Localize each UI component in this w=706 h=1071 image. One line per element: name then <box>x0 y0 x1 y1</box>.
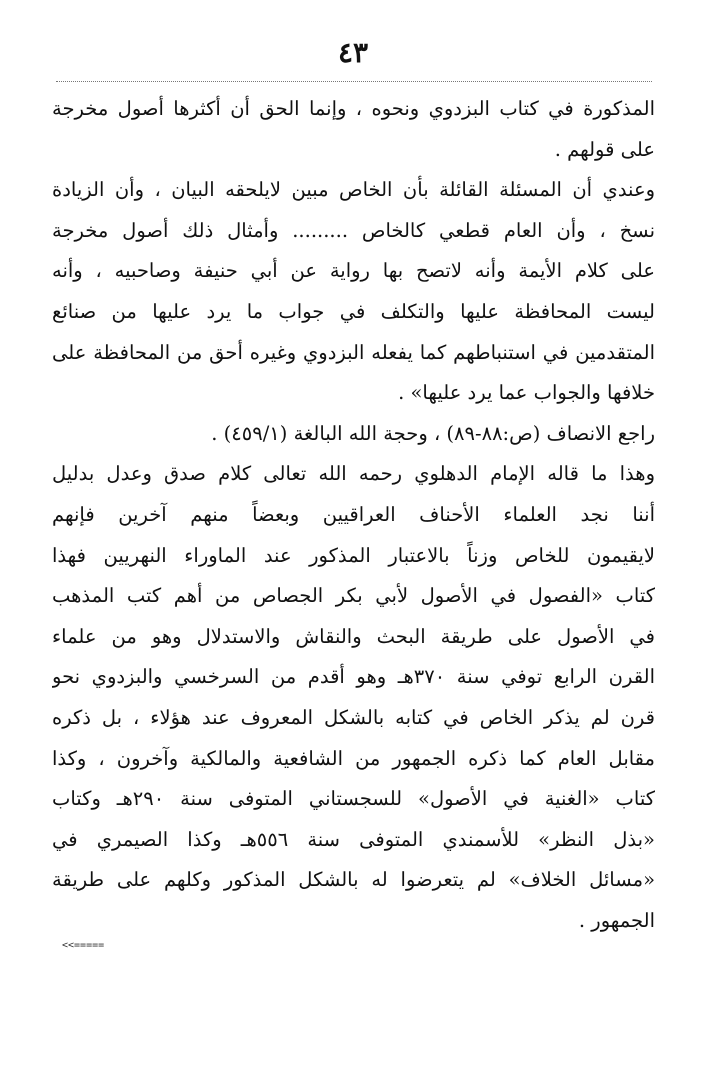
text-line: الجمهور . <box>578 908 655 932</box>
text-line: القرن الرابع توفي سنة ٣٧٠هـ وهو أقدم من السرخسي والبزدوي نحو <box>52 665 655 689</box>
text-line: وعندي أن المسئلة القائلة بأن الخاص مبين لايلحقه البيان ، وأن الزيادة <box>52 178 655 202</box>
text-line: المذكورة في كتاب البزدوي ونحوه ، وإنما الحق أن أكثرها أصول مخرجة <box>52 97 655 120</box>
text-line: نسخ ، وأن العام قطعي كالخاص ......... وأمثال ذلك أصول مخرجة <box>52 218 655 242</box>
text-line: أننا نجد العلماء الأحناف العراقيين وبعضاً منهم آخرين فإنهم <box>52 502 655 526</box>
text-line: على قولهم . <box>554 137 655 161</box>
text-line: كتاب «الفصول في الأصول لأبي بكر الجصاص من أهم كتب المذهب <box>52 584 655 608</box>
text-line: خلافها والجواب عما يرد عليها» . <box>398 381 655 405</box>
text-line: راجع الانصاف (ص:٨٨-٨٩) ، وحجة الله البالغة (٤٥٩/١) . <box>211 421 655 445</box>
text-line: «بذل النظر» للأسمندي المتوفى سنة ٥٥٦هـ وكذا الصيمري في <box>52 827 655 851</box>
text-line: المتقدمين في استنباطهم كما يفعله البزدوي وغيره أحق من المحافظة على <box>52 340 655 364</box>
text-line: ليست المحافظة عليها والتكلف في جواب ما يرد عليها من صنائع <box>52 299 655 323</box>
body-text <box>52 89 655 941</box>
text-line: «مسائل الخلاف» لم يتعرضوا له بالشكل المذكور وكلهم على طريقة <box>52 868 655 892</box>
continuation-marker: <<===== <box>62 940 105 951</box>
text-line: وهذا ما قاله الإمام الدهلوي رحمه الله تعالى كلام صدق وعدل بدليل <box>52 462 655 486</box>
page-number: ٤٣ <box>337 36 369 69</box>
text-line: مقابل العام كما ذكره الجمهور من الشافعية والمالكية وآخرون ، وكذا <box>52 746 655 770</box>
text-line: في الأصول على طريقة البحث والنقاش والاستدلال وهو من علماء <box>52 624 655 648</box>
text-line: قرن لم يذكر الخاص في كتابه بالشكل المعروف عند هؤلاء ، بل ذكره <box>52 705 655 729</box>
text-line: على كلام الأيمة وأنه لاتصح بها رواية عن أبي حنيفة وصاحبيه ، وأنه <box>52 259 655 283</box>
header-divider <box>56 81 652 82</box>
text-line: لايقيمون للخاص وزناً بالاعتبار المذكور عند الماوراء النهريين فهذا <box>52 543 655 567</box>
text-line: كتاب «الغنية في الأصول» للسجستاني المتوفى سنة ٢٩٠هـ وكتاب <box>52 787 655 811</box>
